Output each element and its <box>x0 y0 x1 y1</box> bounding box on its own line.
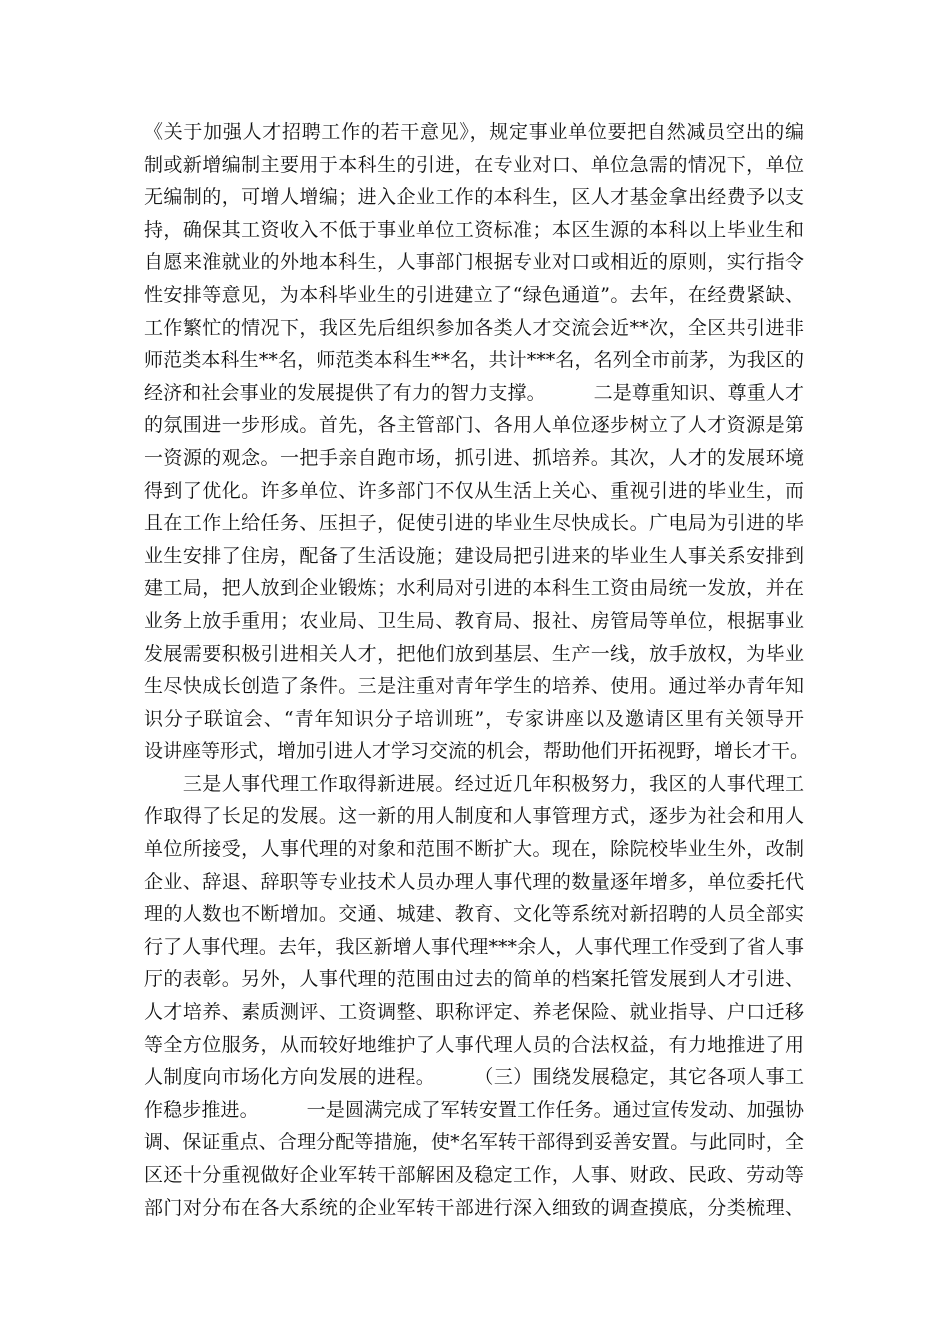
text-line: 得到了优化。许多单位、许多部门不仅从生活上关心、重视引进的毕业生，而 <box>144 479 804 502</box>
text-line: 自愿来淮就业的外地本科生，人事部门根据专业对口或相近的原则，实行指令 <box>144 251 804 274</box>
text-line: 生尽快成长创造了条件。三是注重对青年学生的培养、使用。通过举办青年知 <box>144 675 804 698</box>
text-line: 发展需要积极引进相关人才，把他们放到基层、生产一线，放手放权，为毕业 <box>144 642 804 665</box>
text-line: 工作繁忙的情况下，我区先后组织参加各类人才交流会近**次，全区共引进非 <box>144 316 804 339</box>
text-line: 制或新增编制主要用于本科生的引进，在专业对口、单位急需的情况下，单位 <box>144 153 804 176</box>
text-line: 三是人事代理工作取得新进展。经过近几年积极努力，我区的人事代理工 <box>144 772 804 795</box>
text-line: 建工局，把人放到企业锻炼；水利局对引进的本科生工资由局统一发放，并在 <box>144 577 804 600</box>
text-line: 等全方位服务，从而较好地维护了人事代理人员的合法权益，有力地推进了用 <box>144 1033 804 1056</box>
text-line: 区还十分重视做好企业军转干部解困及稳定工作，人事、财政、民政、劳动等 <box>144 1164 804 1186</box>
text-line: 设讲座等形式，增加引进人才学习交流的机会，帮助他们开拓视野，增长才干。 <box>144 740 810 763</box>
text-line: 一资源的观念。一把手亲自跑市场，抓引进、抓培养。其次，人才的发展环境 <box>144 446 804 469</box>
text-line: 性安排等意见，为本科毕业生的引进建立了“绿色通道”。去年，在经费紧缺、 <box>144 283 804 306</box>
text-line: 无编制的，可增人增编；进入企业工作的本科生，区人才基金拿出经费予以支 <box>144 186 804 209</box>
text-line: 厅的表彰。另外，人事代理的范围由过去的简单的档案托管发展到人才引进、 <box>144 968 804 991</box>
text-line: 调、保证重点、合理分配等措施，使*名军转干部得到妥善安置。与此同时，全 <box>144 1131 804 1154</box>
text-line: 作稳步推进。 一是圆满完成了军转安置工作任务。通过宣传发动、加强协 <box>144 1098 804 1121</box>
text-line: 单位所接受，人事代理的对象和范围不断扩大。现在，除院校毕业生外，改制 <box>144 838 804 861</box>
text-line: 部门对分布在各大系统的企业军转干部进行深入细致的调查摸底，分类梳理、 <box>144 1196 804 1219</box>
text-line: 的氛围进一步形成。首先，各主管部门、各用人单位逐步树立了人才资源是第 <box>144 414 804 437</box>
text-line: 理的人数也不断增加。交通、城建、教育、文化等系统对新招聘的人员全部实 <box>144 903 804 926</box>
text-line: 识分子联谊会、“青年知识分子培训班”，专家讲座以及邀请区里有关领导开 <box>144 707 804 730</box>
text-line: 作取得了长足的发展。这一新的用人制度和人事管理方式，逐步为社会和用人 <box>144 805 804 828</box>
text-line: 人制度向市场化方向发展的进程。 （三）围绕发展稳定，其它各项人事工 <box>144 1066 804 1089</box>
text-line: 《关于加强人才招聘工作的若干意见》，规定事业单位要把自然减员空出的编 <box>144 121 804 143</box>
text-line: 且在工作上给任务、压担子，促使引进的毕业生尽快成长。广电局为引进的毕 <box>144 512 804 535</box>
body-text <box>144 116 810 1224</box>
text-line: 业生安排了住房，配备了生活设施；建设局把引进来的毕业生人事关系安排到 <box>144 544 804 567</box>
text-line: 行了人事代理。去年，我区新增人事代理***余人，人事代理工作受到了省人事 <box>144 935 804 958</box>
text-line: 企业、辞退、辞职等专业技术人员办理人事代理的数量逐年增多，单位委托代 <box>144 870 804 893</box>
text-line: 师范类本科生**名，师范类本科生**名，共计***名，名列全市前茅，为我区的 <box>144 349 804 372</box>
text-line: 人才培养、素质测评、工资调整、职称评定、养老保险、就业指导、户口迁移 <box>144 1001 804 1024</box>
text-line: 业务上放手重用；农业局、卫生局、教育局、报社、房管局等单位，根据事业 <box>144 609 804 632</box>
text-line: 经济和社会事业的发展提供了有力的智力支撑。 二是尊重知识、尊重人才 <box>144 381 804 404</box>
text-line: 持，确保其工资收入不低于事业单位工资标准；本区生源的本科以上毕业生和 <box>144 218 804 241</box>
